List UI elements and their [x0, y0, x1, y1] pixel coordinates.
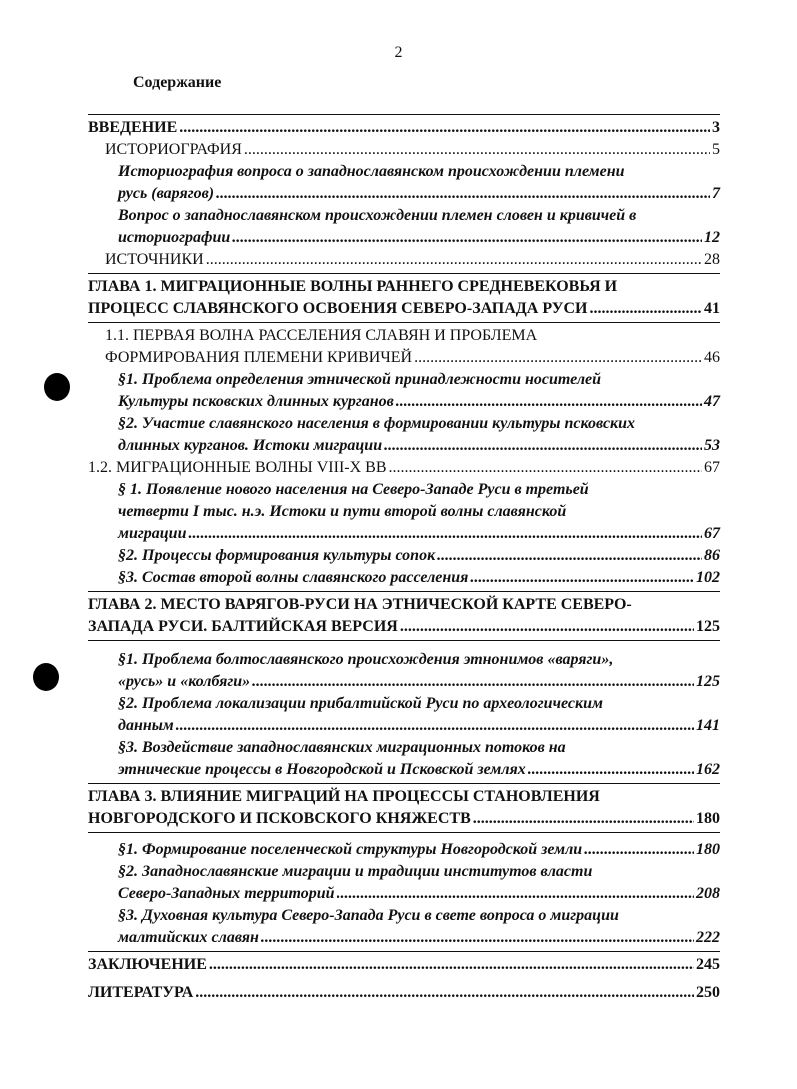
toc-entry-introduction[interactable]: ВВЕДЕНИЕ ..... 3: [88, 117, 720, 139]
divider: [88, 114, 720, 115]
toc-entry-conclusion[interactable]: ЗАКЛЮЧЕНИЕ ..... 245: [88, 954, 720, 976]
toc-entry-sources[interactable]: ИСТОЧНИКИ ..... 28: [88, 249, 720, 271]
page-number: 2: [394, 44, 403, 61]
toc-entry-section-1-2[interactable]: 1.2. МИГРАЦИОННЫЕ ВОЛНЫ VIII-X ВВ ..... 67: [88, 457, 720, 479]
divider: [88, 783, 720, 784]
divider: [88, 951, 720, 952]
toc-entry-1-2-par-1[interactable]: § 1. Появление нового населения на Северо-Западе Руси в третьей четверти I тыс. н.э. Истоки и пути второй волны славянской миграции ..... 67: [88, 479, 720, 545]
toc-entry-historiography-slovene[interactable]: Вопрос о западнославянском происхождении племен словен и кривичей в историографии ..... 12: [88, 205, 720, 249]
toc-entry-literature[interactable]: ЛИТЕРАТУРА ..... 250: [88, 982, 720, 1004]
toc-entry-2-par-2[interactable]: §2. Проблема локализации прибалтийской Руси по археологическим данным ..... 141: [88, 693, 720, 737]
toc-entry-chapter-2[interactable]: ГЛАВА 2. МЕСТО ВАРЯГОВ-РУСИ НА ЭТНИЧЕСКОЙ КАРТЕ СЕВЕРО- ЗАПАДА РУСИ. БАЛТИЙСКАЯ ВЕРСИЯ ..... 125: [88, 594, 720, 638]
table-of-contents: [88, 112, 720, 1004]
toc-entry-section-1-1[interactable]: 1.1. ПЕРВАЯ ВОЛНА РАССЕЛЕНИЯ СЛАВЯН И ПРОБЛЕМА ФОРМИРОВАНИЯ ПЛЕМЕНИ КРИВИЧЕЙ ..... 46: [88, 325, 720, 369]
toc-entry-1-1-par-2[interactable]: §2. Участие славянского населения в формировании культуры псковских длинных курганов. Истоки миграции ..... 53: [88, 413, 720, 457]
divider: [88, 640, 720, 641]
toc-entry-3-par-2[interactable]: §2. Западнославянские миграции и традиции институтов власти Северо-Западных территорий ..... 208: [88, 861, 720, 905]
toc-entry-1-1-par-1[interactable]: §1. Проблема определения этнической принадлежности носителей Культуры псковских длинных курганов ..... 47: [88, 369, 720, 413]
divider: [88, 832, 720, 833]
toc-entry-1-2-par-2[interactable]: §2. Процессы формирования культуры сопок ..... 86: [88, 545, 720, 567]
toc-entry-historiography-rus[interactable]: Историография вопроса о западнославянском происхождении племени русь (варягов) ..... 7: [88, 161, 720, 205]
toc-entry-2-par-1[interactable]: §1. Проблема болтославянского происхождения этнонимов «варяги», «русь» и «колбяги» ..... 125: [88, 649, 720, 693]
toc-entry-3-par-1[interactable]: §1. Формирование поселенческой структуры Новгородской земли ..... 180: [88, 839, 720, 861]
toc-entry-historiography[interactable]: ИСТОРИОГРАФИЯ ..... 5: [88, 139, 720, 161]
divider: [88, 273, 720, 274]
divider: [88, 591, 720, 592]
toc-title: Содержание: [133, 74, 222, 91]
divider: [88, 322, 720, 323]
toc-entry-2-par-3[interactable]: §3. Воздействие западнославянских миграционных потоков на этнические процессы в Новгородской и Псковской землях ..... 162: [88, 737, 720, 781]
ink-blot: [44, 373, 70, 401]
ink-blot: [33, 663, 59, 691]
toc-entry-3-par-3[interactable]: §3. Духовная культура Северо-Запада Руси в свете вопроса о миграции малтийских славян ..... 222: [88, 905, 720, 949]
toc-entry-1-2-par-3[interactable]: §3. Состав второй волны славянского расселения ..... 102: [88, 567, 720, 589]
toc-entry-chapter-3[interactable]: ГЛАВА 3. ВЛИЯНИЕ МИГРАЦИЙ НА ПРОЦЕССЫ СТАНОВЛЕНИЯ НОВГОРОДСКОГО И ПСКОВСКОГО КНЯЖЕСТВ ..... 180: [88, 786, 720, 830]
toc-entry-chapter-1[interactable]: ГЛАВА 1. МИГРАЦИОННЫЕ ВОЛНЫ РАННЕГО СРЕДНЕВЕКОВЬЯ И ПРОЦЕСС СЛАВЯНСКОГО ОСВОЕНИЯ СЕВЕРО-ЗАПАДА РУСИ ..... 41: [88, 276, 720, 320]
